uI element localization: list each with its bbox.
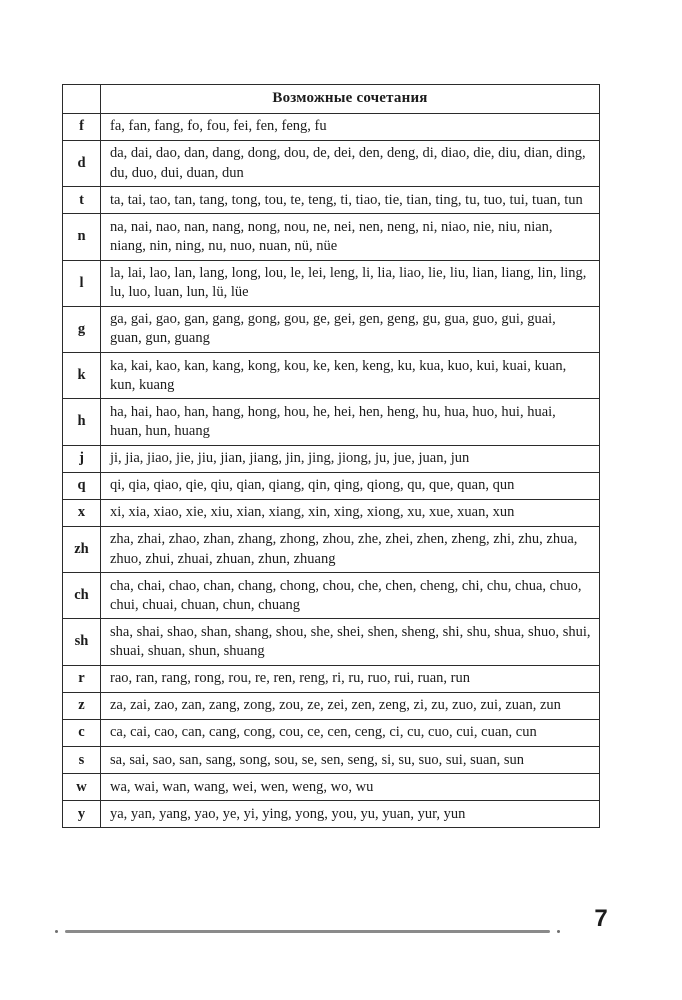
- initial-cell: k: [63, 353, 101, 399]
- footer-right-dot: [557, 930, 560, 933]
- initial-cell: zh: [63, 526, 101, 572]
- table-row: [63, 445, 600, 472]
- initial-cell: f: [63, 113, 101, 140]
- combinations-cell: na, nai, nao, nan, nang, nong, nou, ne, nei, nen, neng, ni, niao, nie, niu, nian, niang, nin, ning, nu, nuo, nuan, nü, nüe: [101, 214, 600, 260]
- footer-left-dot: [55, 930, 58, 933]
- table-row: [63, 306, 600, 352]
- initial-cell: s: [63, 747, 101, 774]
- combinations-cell: sa, sai, sao, san, sang, song, sou, se, sen, seng, si, su, suo, sui, suan, sun: [101, 747, 600, 774]
- table-row: [63, 214, 600, 260]
- initial-column-header-cell: [63, 85, 101, 114]
- initial-cell: w: [63, 774, 101, 801]
- table-row: [63, 573, 600, 619]
- page-footer: [55, 926, 560, 936]
- table-row: [63, 526, 600, 572]
- combinations-cell: ji, jia, jiao, jie, jiu, jian, jiang, jin, jing, jiong, ju, jue, juan, jun: [101, 445, 600, 472]
- initial-cell: g: [63, 306, 101, 352]
- initial-cell: q: [63, 472, 101, 499]
- table-body: [63, 113, 600, 828]
- initial-cell: ch: [63, 573, 101, 619]
- table-row: [63, 140, 600, 186]
- combinations-cell: sha, shai, shao, shan, shang, shou, she, shei, shen, sheng, shi, shu, shua, shuo, shui, shuai, shuan, shun, shuang: [101, 619, 600, 665]
- combinations-cell: ca, cai, cao, can, cang, cong, cou, ce, cen, ceng, ci, cu, cuo, cui, cuan, cun: [101, 719, 600, 746]
- initial-cell: r: [63, 665, 101, 692]
- initial-cell: j: [63, 445, 101, 472]
- initial-cell: x: [63, 499, 101, 526]
- combinations-cell: rao, ran, rang, rong, rou, re, ren, reng, ri, ru, ruo, rui, ruan, run: [101, 665, 600, 692]
- initial-cell: n: [63, 214, 101, 260]
- table-row: [63, 774, 600, 801]
- table-row: [63, 719, 600, 746]
- combinations-cell: xi, xia, xiao, xie, xiu, xian, xiang, xin, xing, xiong, xu, xue, xuan, xun: [101, 499, 600, 526]
- page-number: 7: [594, 905, 608, 932]
- initial-cell: l: [63, 260, 101, 306]
- combinations-cell: fa, fan, fang, fo, fou, fei, fen, feng, fu: [101, 113, 600, 140]
- combinations-cell: da, dai, dao, dan, dang, dong, dou, de, dei, den, deng, di, diao, die, diu, dian, ding, du, duo, dui, duan, dun: [101, 140, 600, 186]
- combinations-cell: ya, yan, yang, yao, ye, yi, ying, yong, you, yu, yuan, yur, yun: [101, 801, 600, 828]
- combinations-cell: la, lai, lao, lan, lang, long, lou, le, lei, leng, li, lia, liao, lie, liu, lian, liang, lin, ling, lu, luo, luan, lun, lü, lüe: [101, 260, 600, 306]
- combinations-cell: za, zai, zao, zan, zang, zong, zou, ze, zei, zen, zeng, zi, zu, zuo, zui, zuan, zun: [101, 692, 600, 719]
- table-row: [63, 499, 600, 526]
- combinations-cell: cha, chai, chao, chan, chang, chong, chou, che, chen, cheng, chi, chu, chua, chuo, chui, chuai, chuan, chun, chuang: [101, 573, 600, 619]
- footer-rule-line: [65, 930, 550, 933]
- table-row: [63, 260, 600, 306]
- table-row: [63, 113, 600, 140]
- table-row: [63, 801, 600, 828]
- initial-cell: t: [63, 187, 101, 214]
- combinations-cell: wa, wai, wan, wang, wei, wen, weng, wo, wu: [101, 774, 600, 801]
- table-row: [63, 472, 600, 499]
- table-row: [63, 187, 600, 214]
- combinations-cell: zha, zhai, zhao, zhan, zhang, zhong, zhou, zhe, zhei, zhen, zheng, zhi, zhu, zhua, zhuo, zhui, zhuai, zhuan, zhun, zhuang: [101, 526, 600, 572]
- combinations-cell: qi, qia, qiao, qie, qiu, qian, qiang, qin, qing, qiong, qu, que, quan, qun: [101, 472, 600, 499]
- pinyin-combinations-table: [62, 84, 600, 828]
- table-header-row: [63, 85, 600, 114]
- combinations-cell: ka, kai, kao, kan, kang, kong, kou, ke, ken, keng, ku, kua, kuo, kui, kuai, kuan, kun, kuang: [101, 353, 600, 399]
- table-row: [63, 692, 600, 719]
- combinations-cell: ha, hai, hao, han, hang, hong, hou, he, hei, hen, heng, hu, hua, huo, hui, huai, huan, hun, huang: [101, 399, 600, 445]
- table-row: [63, 747, 600, 774]
- table-row: [63, 665, 600, 692]
- table-row: [63, 399, 600, 445]
- initial-cell: d: [63, 140, 101, 186]
- initial-cell: h: [63, 399, 101, 445]
- combinations-cell: ga, gai, gao, gan, gang, gong, gou, ge, gei, gen, geng, gu, gua, guo, gui, guai, guan, gun, guang: [101, 306, 600, 352]
- table-row: [63, 619, 600, 665]
- initial-cell: y: [63, 801, 101, 828]
- table-row: [63, 353, 600, 399]
- initial-cell: z: [63, 692, 101, 719]
- initial-cell: c: [63, 719, 101, 746]
- combinations-column-header: Возможные сочетания: [101, 85, 600, 114]
- initial-cell: sh: [63, 619, 101, 665]
- combinations-cell: ta, tai, tao, tan, tang, tong, tou, te, teng, ti, tiao, tie, tian, ting, tu, tuo, tui, tuan, tun: [101, 187, 600, 214]
